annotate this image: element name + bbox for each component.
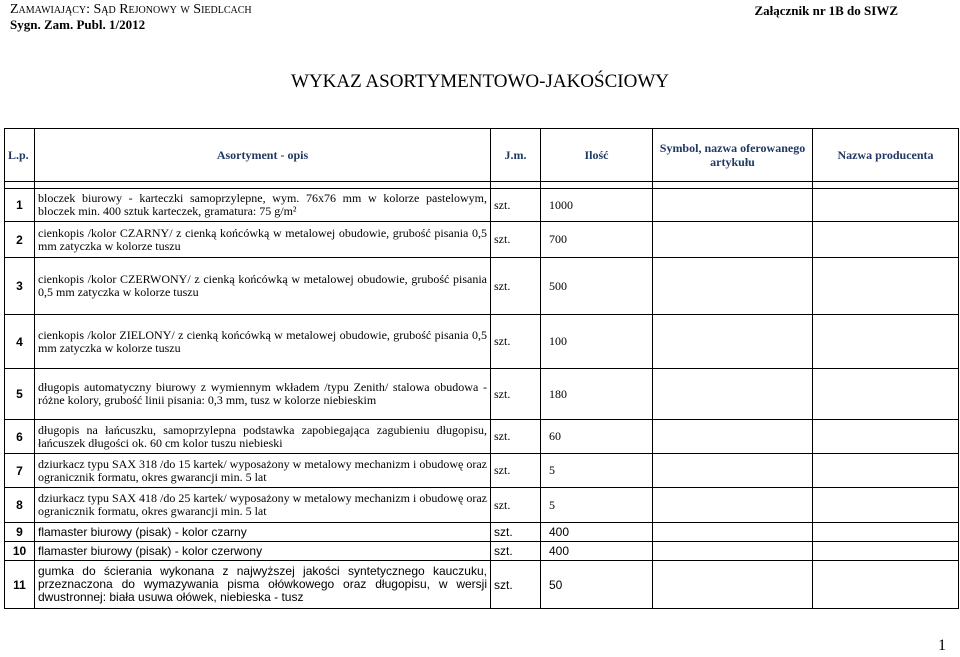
row-lp: 3 <box>5 258 35 315</box>
row-symbol[interactable] <box>653 189 813 222</box>
row-symbol[interactable] <box>653 523 813 542</box>
institution-name: Zamawiający: Sąd Rejonowy w Siedlcach <box>10 2 252 17</box>
row-symbol[interactable] <box>653 258 813 315</box>
row-lp: 1 <box>5 189 35 222</box>
row-producer[interactable] <box>813 258 959 315</box>
row-qty: 700 <box>541 222 653 258</box>
row-producer[interactable] <box>813 315 959 369</box>
row-producer[interactable] <box>813 369 959 420</box>
row-producer[interactable] <box>813 420 959 454</box>
document-header <box>10 2 252 32</box>
col-producer: Nazwa producenta <box>813 129 959 182</box>
row-desc: flamaster biurowy (pisak) - kolor czarny <box>35 523 491 542</box>
row-desc: dziurkacz typu SAX 418 /do 25 kartek/ wyposażony w metalowy mechanizm i obudowę oraz ogranicznik formatu, okres gwarancji min. 5 lat <box>35 488 491 523</box>
row-desc: cienkopis /kolor CZERWONY/ z cienką końcówką w metalowej obudowie, grubość pisania 0,5 mm zatyczka w kolorze tuszu <box>35 258 491 315</box>
row-unit: szt. <box>491 315 541 369</box>
table-header-row <box>5 129 959 182</box>
row-producer[interactable] <box>813 488 959 523</box>
row-lp: 9 <box>5 523 35 542</box>
table-row <box>5 369 959 420</box>
row-qty: 400 <box>541 542 653 561</box>
row-symbol[interactable] <box>653 488 813 523</box>
col-symbol: Symbol, nazwa oferowanego artykułu <box>653 129 813 182</box>
row-qty: 1000 <box>541 189 653 222</box>
table-row <box>5 258 959 315</box>
col-lp: L.p. <box>5 129 35 182</box>
row-lp: 2 <box>5 222 35 258</box>
document-title: WYKAZ ASORTYMENTOWO-JAKOŚCIOWY <box>291 71 669 92</box>
table-row <box>5 488 959 523</box>
row-lp: 10 <box>5 542 35 561</box>
table-row <box>5 454 959 488</box>
assortment-table <box>4 128 959 609</box>
row-symbol[interactable] <box>653 369 813 420</box>
row-symbol[interactable] <box>653 454 813 488</box>
table-row <box>5 420 959 454</box>
row-desc: bloczek biurowy - karteczki samoprzylepne, wym. 76x76 mm w kolorze pastelowym, bloczek min. 400 sztuk karteczek, gramatura: 75 g/m² <box>35 189 491 222</box>
reference-number: Sygn. Zam. Publ. 1/2012 <box>10 17 146 32</box>
row-lp: 5 <box>5 369 35 420</box>
row-unit: szt. <box>491 369 541 420</box>
row-symbol[interactable] <box>653 315 813 369</box>
row-producer[interactable] <box>813 222 959 258</box>
row-lp: 8 <box>5 488 35 523</box>
row-qty: 500 <box>541 258 653 315</box>
row-lp: 7 <box>5 454 35 488</box>
row-lp: 4 <box>5 315 35 369</box>
row-producer[interactable] <box>813 189 959 222</box>
row-unit: szt. <box>491 420 541 454</box>
row-unit: szt. <box>491 189 541 222</box>
spacer-row <box>5 182 959 189</box>
row-qty: 5 <box>541 488 653 523</box>
row-producer[interactable] <box>813 561 959 609</box>
row-qty: 5 <box>541 454 653 488</box>
row-symbol[interactable] <box>653 420 813 454</box>
row-qty: 100 <box>541 315 653 369</box>
row-producer[interactable] <box>813 542 959 561</box>
row-lp: 6 <box>5 420 35 454</box>
col-qty: Ilość <box>541 129 653 182</box>
row-symbol[interactable] <box>653 542 813 561</box>
row-unit: szt. <box>491 561 541 609</box>
row-desc: flamaster biurowy (pisak) - kolor czerwony <box>35 542 491 561</box>
col-unit: J.m. <box>491 129 541 182</box>
row-desc: długopis automatyczny biurowy z wymiennym wkładem /typu Zenith/ stalowa obudowa - różne kolory, grubość linii pisania: 0,3 mm, tusz w kolorze niebieskim <box>35 369 491 420</box>
row-qty: 180 <box>541 369 653 420</box>
row-producer[interactable] <box>813 454 959 488</box>
row-desc: cienkopis /kolor ZIELONY/ z cienką końcówką w metalowej obudowie, grubość pisania 0,5 mm zatyczka w kolorze tuszu <box>35 315 491 369</box>
table-row <box>5 315 959 369</box>
row-unit: szt. <box>491 542 541 561</box>
attachment-label: Załącznik nr 1B do SIWZ <box>754 3 898 18</box>
table-row <box>5 189 959 222</box>
col-item: Asortyment - opis <box>35 129 491 182</box>
row-producer[interactable] <box>813 523 959 542</box>
table-row <box>5 222 959 258</box>
row-symbol[interactable] <box>653 222 813 258</box>
row-lp: 11 <box>5 561 35 609</box>
row-desc: cienkopis /kolor CZARNY/ z cienką końcówką w metalowej obudowie, grubość pisania 0,5 mm zatyczka w kolorze tuszu <box>35 222 491 258</box>
row-qty: 60 <box>541 420 653 454</box>
row-unit: szt. <box>491 222 541 258</box>
table-row <box>5 542 959 561</box>
page-number: 1 <box>938 637 946 654</box>
row-unit: szt. <box>491 523 541 542</box>
table-row <box>5 561 959 609</box>
row-unit: szt. <box>491 258 541 315</box>
row-unit: szt. <box>491 454 541 488</box>
table-row <box>5 523 959 542</box>
row-unit: szt. <box>491 488 541 523</box>
row-desc: długopis na łańcuszku, samoprzylepna podstawka zapobiegająca zagubieniu długopisu, łańcuszek długości ok. 60 cm kolor tuszu niebieski <box>35 420 491 454</box>
row-desc: gumka do ścierania wykonana z najwyższej jakości syntetycznego kauczuku, przeznaczona do wymazywania pisma ołówkowego oraz długopisu, w wersji dwustronnej: biała usuwa ołówek, niebieska - tusz <box>35 561 491 609</box>
row-desc: dziurkacz typu SAX 318 /do 15 kartek/ wyposażony w metalowy mechanizm i obudowę oraz ogranicznik formatu, okres gwarancji min. 5 lat <box>35 454 491 488</box>
row-qty: 50 <box>541 561 653 609</box>
row-qty: 400 <box>541 523 653 542</box>
row-symbol[interactable] <box>653 561 813 609</box>
